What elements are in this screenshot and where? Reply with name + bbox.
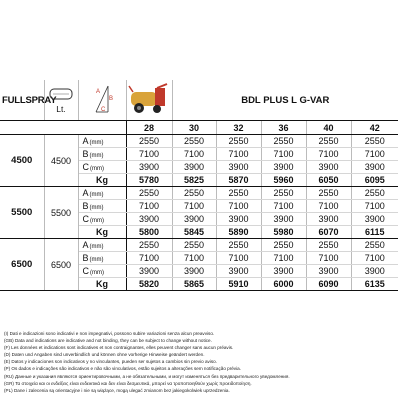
table-row [0,135,398,148]
dimension-letter: C [82,214,89,224]
note-line: (PL) Dane i zalecenia są orientacyjne i nie są wiążące, mogą ulegać zmianom bez jakiegokolwiek uprzedzenia. [4,387,230,393]
value-cell: 3900 [216,213,261,226]
dimension-unit: (mm) [90,166,104,172]
col-header: 30 [172,121,216,135]
model-title: BDL PLUS L G-VAR [241,94,330,106]
value-cell: 3900 [172,161,216,174]
value-cell: 7100 [351,148,398,161]
value-cell: 5865 [172,278,216,291]
value-cell: 3900 [126,161,172,174]
dimension-diagram-icon [92,84,112,116]
table-row [0,187,398,200]
value-cell: 2550 [172,187,216,200]
column-header-row [0,121,398,135]
value-cell: 7100 [126,252,172,265]
col-header: 32 [216,121,261,135]
col-header: 40 [306,121,351,135]
value-cell: 2550 [126,135,172,148]
dimension-label [78,200,126,213]
value-cell: 7100 [172,200,216,213]
value-cell: 2550 [261,239,306,252]
value-cell: 3900 [306,213,351,226]
value-cell: 2550 [351,135,398,148]
value-cell: 2550 [216,135,261,148]
value-cell: 5820 [126,278,172,291]
value-cell: 2550 [172,135,216,148]
value-cell: 5960 [261,174,306,187]
value-cell: 3900 [306,265,351,278]
value-cell: 3900 [216,265,261,278]
dimension-label [78,252,126,265]
value-cell: 3900 [216,161,261,174]
disclaimer-notes [4,330,396,394]
model-title-cell [172,80,398,121]
value-cell: 2550 [261,187,306,200]
dimension-letter: Kg [96,227,108,237]
spec-groups [0,135,398,291]
value-cell: 7100 [261,200,306,213]
table-row [0,239,398,252]
note-line: (D) Daten und Angaben sind unverbindlich und können ohne vorherige Hinweise geändert werden. [4,352,205,358]
value-cell: 2550 [351,187,398,200]
dimension-label [78,278,126,291]
note-line: (P) Os dados e indicações são indicativos e não são vinculativos, estão sujeitos a alterações sem notificação prévia. [4,366,241,372]
spec-table [0,80,398,291]
dimension-letter: B [82,149,89,159]
model-name: 4500 [0,135,44,187]
value-cell: 6090 [306,278,351,291]
dimension-label [78,148,126,161]
value-cell: 7100 [216,252,261,265]
value-cell: 3900 [261,213,306,226]
spec-sheet [0,80,398,393]
dimension-unit: (mm) [89,192,104,198]
dimension-unit: (mm) [90,270,104,276]
tank-icon [45,86,78,104]
capacity-value: 5500 [44,187,78,239]
value-cell: 6000 [261,278,306,291]
value-cell: 6070 [306,226,351,239]
value-cell: 2550 [126,187,172,200]
value-cell: 2550 [306,187,351,200]
dimension-unit: (mm) [89,257,104,263]
dimension-label [78,239,126,252]
dimension-unit: (mm) [89,205,104,211]
header-row [0,80,398,121]
value-cell: 2550 [216,239,261,252]
value-cell: 7100 [306,200,351,213]
value-cell: 5980 [261,226,306,239]
value-cell: 3900 [351,213,398,226]
value-cell: 5870 [216,174,261,187]
diagram-label-b: B [109,96,114,102]
value-cell: 5890 [216,226,261,239]
value-cell: 7100 [172,252,216,265]
col-header: 28 [126,121,172,135]
value-cell: 3900 [351,265,398,278]
dimension-label [78,213,126,226]
value-cell: 3900 [306,161,351,174]
value-cell: 7100 [216,148,261,161]
value-cell: 7100 [351,200,398,213]
dimension-letter: A [82,240,89,250]
value-cell: 6050 [306,174,351,187]
sprayer-image-cell [126,80,172,121]
value-cell: 7100 [126,200,172,213]
capacity-label: Lt. [56,104,66,114]
value-cell: 7100 [172,148,216,161]
diagram-label-a: A [96,89,101,95]
value-cell: 3900 [126,213,172,226]
value-cell: 3900 [126,265,172,278]
value-cell: 5845 [172,226,216,239]
value-cell: 6095 [351,174,398,187]
value-cell: 2550 [126,239,172,252]
model-name: 6500 [0,239,44,291]
diagram-cell [78,80,126,121]
note-line: (I) Dati e indicazioni sono indicativi e non impegnativi, possono subire variazioni senza alcun preavviso. [4,331,215,336]
note-line: (E) Datos y indicaciones son indicativos y no vinculantes, pueden ser sujetos a cambios sin previo aviso. [4,359,217,365]
dimension-unit: (mm) [89,140,104,146]
note-line: (F) Les données et indications sont indicatives et non contraignantes, elles peuvent changer sans aucun préavis. [4,345,234,351]
value-cell: 3900 [261,161,306,174]
dimension-letter: B [82,201,89,211]
dimension-letter: C [82,162,89,172]
sprayer-image [127,82,172,118]
value-cell: 7100 [351,252,398,265]
diagram-label-c: C [101,107,106,113]
value-cell: 2550 [172,239,216,252]
dimension-letter: A [82,188,89,198]
dimension-letter: C [82,266,89,276]
capacity-value: 4500 [44,135,78,187]
value-cell: 3900 [172,265,216,278]
value-cell: 5800 [126,226,172,239]
value-cell: 3900 [351,161,398,174]
capacity-header [44,80,78,121]
value-cell: 5780 [126,174,172,187]
value-cell: 2550 [306,239,351,252]
value-cell: 7100 [216,200,261,213]
value-cell: 6115 [351,226,398,239]
dimension-letter: A [82,136,89,146]
capacity-value: 6500 [44,239,78,291]
dimension-label [78,161,126,174]
model-name: 5500 [0,187,44,239]
dimension-label [78,226,126,239]
value-cell: 7100 [126,148,172,161]
brand-label: FULLSPRAY [0,80,44,121]
value-cell: 7100 [306,252,351,265]
value-cell: 7100 [261,148,306,161]
dimension-label [78,135,126,148]
dimension-label [78,265,126,278]
col-header: 42 [351,121,398,135]
dimension-letter: Kg [96,175,108,185]
value-cell: 5910 [216,278,261,291]
note-line: (RU) Данные и указания являются ориентировочными, а не обязательными, и могут изменяться без предварительного уведомления. [4,373,290,379]
dimension-label [78,187,126,200]
value-cell: 3900 [172,213,216,226]
value-cell: 2550 [351,239,398,252]
value-cell: 2550 [216,187,261,200]
value-cell: 7100 [306,148,351,161]
dimension-unit: (mm) [89,153,104,159]
note-line: (GB) Data and indications are indicative and not binding, they can be subject to change without notice. [4,338,212,344]
col-header: 36 [261,121,306,135]
dimension-letter: Kg [96,279,108,289]
dimension-label [78,174,126,187]
value-cell: 7100 [261,252,306,265]
value-cell: 5825 [172,174,216,187]
value-cell: 2550 [306,135,351,148]
value-cell: 6135 [351,278,398,291]
dimension-unit: (mm) [89,244,104,250]
dimension-letter: B [82,253,89,263]
note-line: (GR) Τα στοιχεία και οι ενδείξεις είναι ενδεικτικά και δεν είναι δεσμευτικά, μπορεί να τροποποιηθούν χωρίς προειδοποίηση. [4,380,252,386]
value-cell: 3900 [261,265,306,278]
dimension-unit: (mm) [90,218,104,224]
value-cell: 2550 [261,135,306,148]
